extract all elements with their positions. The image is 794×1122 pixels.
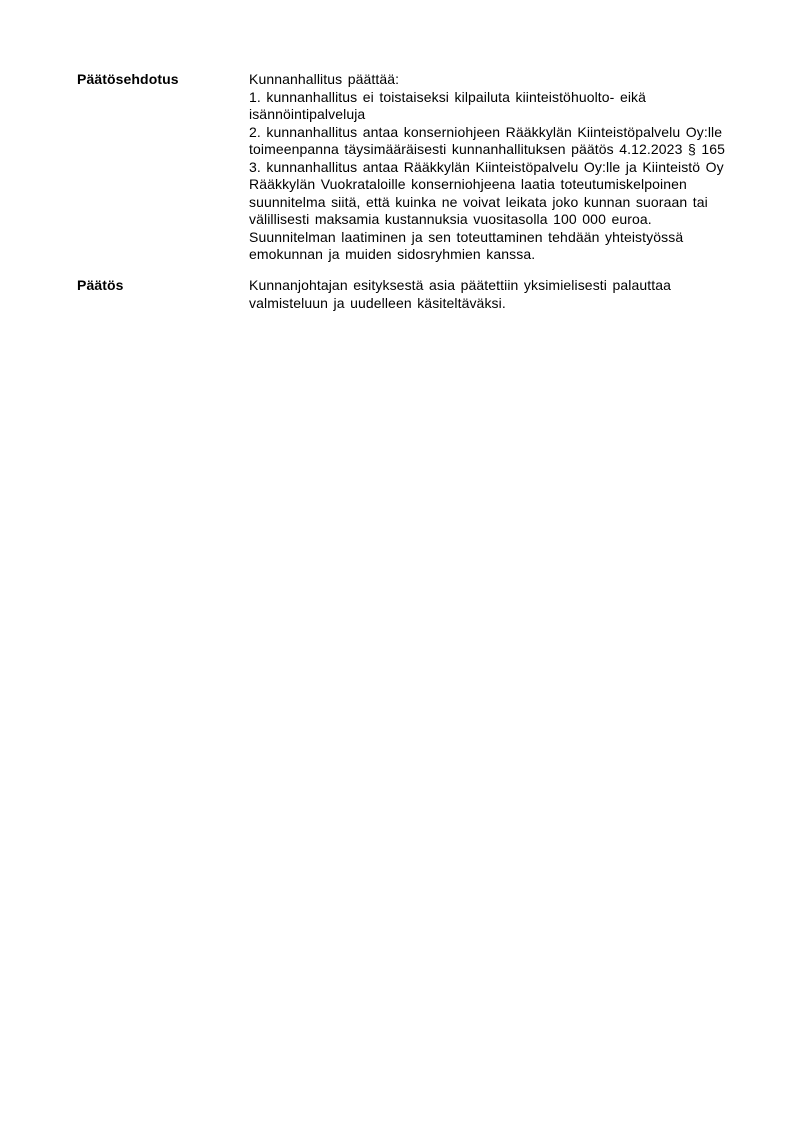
text-line: välillisesti maksamia kustannuksia vuositasolla 100 000 euroa. bbox=[249, 211, 652, 227]
text-line: toimeenpanna täysimääräisesti kunnanhallituksen päätös 4.12.2023 § 165 bbox=[249, 141, 725, 157]
text-line: Kunnanhallitus päättää: bbox=[249, 71, 400, 87]
section-label-paatosehdotus: Päätösehdotus bbox=[77, 71, 179, 87]
section-body-paatosehdotus bbox=[249, 71, 745, 264]
text-line: 3. kunnanhallitus antaa Rääkkylän Kiinteistöpalvelu Oy:lle ja Kiinteistö Oy bbox=[249, 158, 724, 175]
text-line: Kunnanjohtajan esityksestä asia päätettiin yksimielisesti palauttaa bbox=[249, 277, 671, 293]
text-line: emokunnan ja muiden sidosryhmien kanssa. bbox=[249, 246, 536, 262]
section-label-paatos: Päätös bbox=[77, 277, 124, 293]
section-body-paatos bbox=[249, 277, 745, 312]
text-line: isännöintipalveluja bbox=[249, 106, 366, 122]
text-line: Suunnitelman laatiminen ja sen toteuttaminen tehdään yhteistyössä bbox=[249, 228, 684, 245]
text-line: suunnitelma siitä, että kuinka ne voivat leikata joko kunnan suoraan tai bbox=[249, 193, 708, 210]
text-line: 2. kunnanhallitus antaa konserniohjeen Rääkkylän Kiinteistöpalvelu Oy:lle bbox=[249, 123, 723, 140]
text-line: valmisteluun ja uudelleen käsiteltäväksi. bbox=[249, 294, 506, 311]
text-line: 1. kunnanhallitus ei toistaiseksi kilpailuta kiinteistöhuolto- eikä bbox=[249, 88, 647, 105]
text-line: Rääkkylän Vuokrataloille konserniohjeena laatia toteutumiskelpoinen bbox=[249, 176, 687, 192]
